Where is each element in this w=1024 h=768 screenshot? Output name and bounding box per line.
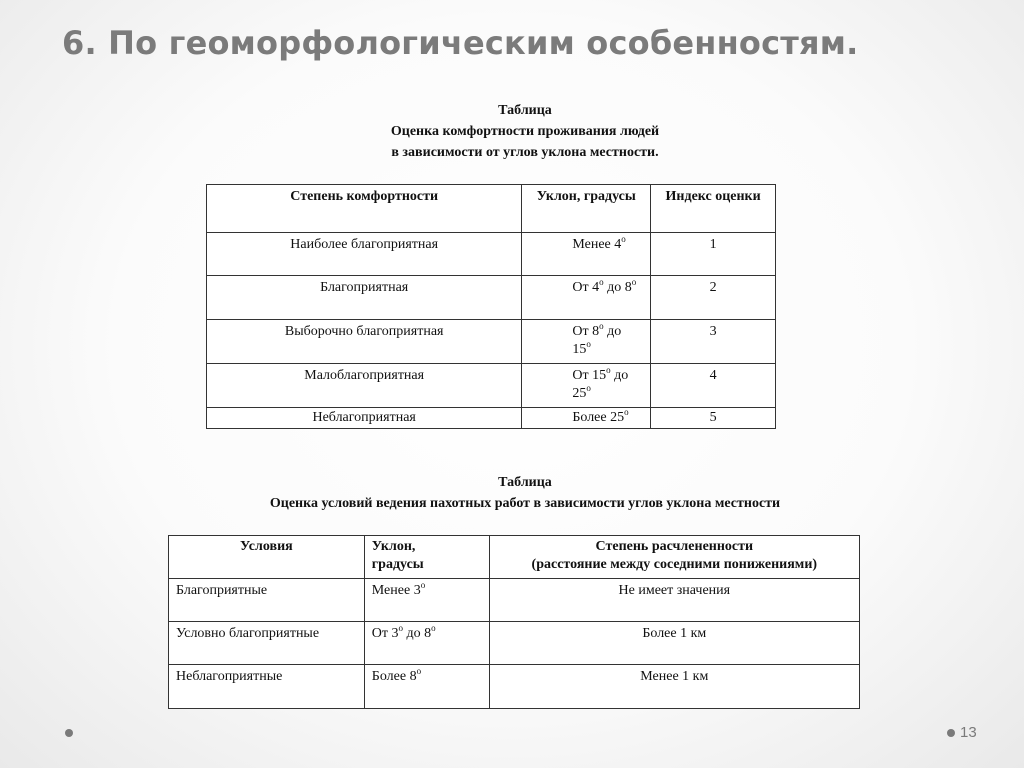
table-row [207, 408, 776, 429]
index-cell: 1 [651, 233, 776, 276]
index-cell: 5 [651, 408, 776, 429]
table-row [207, 320, 776, 364]
degree-mark: о [599, 321, 604, 331]
index-cell: 3 [651, 320, 776, 364]
header-assessment-index: Индекс оценки [651, 185, 776, 233]
table1-caption-title-line2: в зависимости от углов уклона местности. [391, 145, 659, 160]
slope-cell: От $15^о$ до $25^о$ [522, 364, 651, 408]
table-header-row [169, 536, 860, 579]
index-cell: 4 [651, 364, 776, 408]
header-slope-degrees: Уклон, градусы [522, 185, 651, 233]
table1-caption-label: Таблица [498, 103, 552, 118]
table-row [169, 665, 860, 709]
table-row [169, 579, 860, 622]
left-bullet-dot [65, 729, 73, 737]
right-bullet-dot [947, 729, 955, 737]
header-dissection [489, 536, 859, 579]
degree-mark: о [431, 623, 436, 633]
table-row [207, 276, 776, 320]
degree-mark: о [420, 580, 426, 590]
slide-title: 6. По геоморфологическим особенностям. [62, 24, 859, 62]
slope-cell: От $3^о$ до $8^о$ [364, 622, 489, 665]
slope-cell: От $8^о$ до $15^о$ [522, 320, 651, 364]
header-slope-line2: градусы [371, 557, 424, 572]
header-comfort-degree: Степень комфортности [207, 185, 522, 233]
degree-mark: о [586, 383, 591, 393]
slope-cell: Более $8^о$ [364, 665, 489, 709]
slope-cell: Менее $4^о$ [522, 233, 651, 276]
page-number: 13 [960, 724, 977, 741]
header-conditions: Условия [169, 536, 365, 579]
comfort-cell: Выборочно благоприятная [207, 320, 522, 364]
dissection-cell: Менее 1 км [489, 665, 859, 709]
comfort-cell: Благоприятная [207, 276, 522, 320]
table2-caption-label: Таблица [498, 475, 552, 490]
degree-mark: о [631, 277, 637, 287]
comfort-cell: Неблагоприятная [207, 408, 522, 429]
table2-caption-title: Оценка условий ведения пахотных работ в зависимости углов уклона местности [269, 496, 781, 511]
table2-caption [212, 472, 838, 514]
header-slope-line1: Уклон, [371, 539, 416, 554]
degree-mark: о [398, 623, 404, 633]
table1-caption-title-line1: Оценка комфортности проживания людей [390, 124, 660, 139]
condition-cell: Благоприятные [169, 579, 365, 622]
degree-mark: о [621, 234, 626, 244]
degree-mark: о [599, 277, 604, 287]
degree-mark: о [624, 407, 629, 417]
header-dissection-line2: (расстояние между соседними понижениями) [531, 557, 818, 572]
table-header-row [207, 185, 776, 233]
header-slope [364, 536, 489, 579]
table-row [169, 622, 860, 665]
condition-cell: Условно благоприятные [169, 622, 365, 665]
table-row [207, 233, 776, 276]
slope-cell: Менее $3^о$ [364, 579, 489, 622]
degree-mark: о [586, 339, 591, 349]
comfort-cell: Наиболее благоприятная [207, 233, 522, 276]
condition-cell: Неблагоприятные [169, 665, 365, 709]
plowing-conditions-table [168, 535, 860, 709]
table-row [207, 364, 776, 408]
dissection-cell: Не имеет значения [489, 579, 859, 622]
comfort-table [206, 184, 776, 429]
table1-caption [312, 100, 738, 163]
slope-cell: От $4^о$ до $8^о$ [522, 276, 651, 320]
slope-cell: Более $25^о$ [522, 408, 651, 429]
header-dissection-line1: Степень расчлененности [595, 539, 754, 554]
degree-mark: о [606, 365, 611, 375]
index-cell: 2 [651, 276, 776, 320]
comfort-cell: Малоблагоприятная [207, 364, 522, 408]
dissection-cell: Более 1 км [489, 622, 859, 665]
degree-mark: о [416, 666, 422, 676]
